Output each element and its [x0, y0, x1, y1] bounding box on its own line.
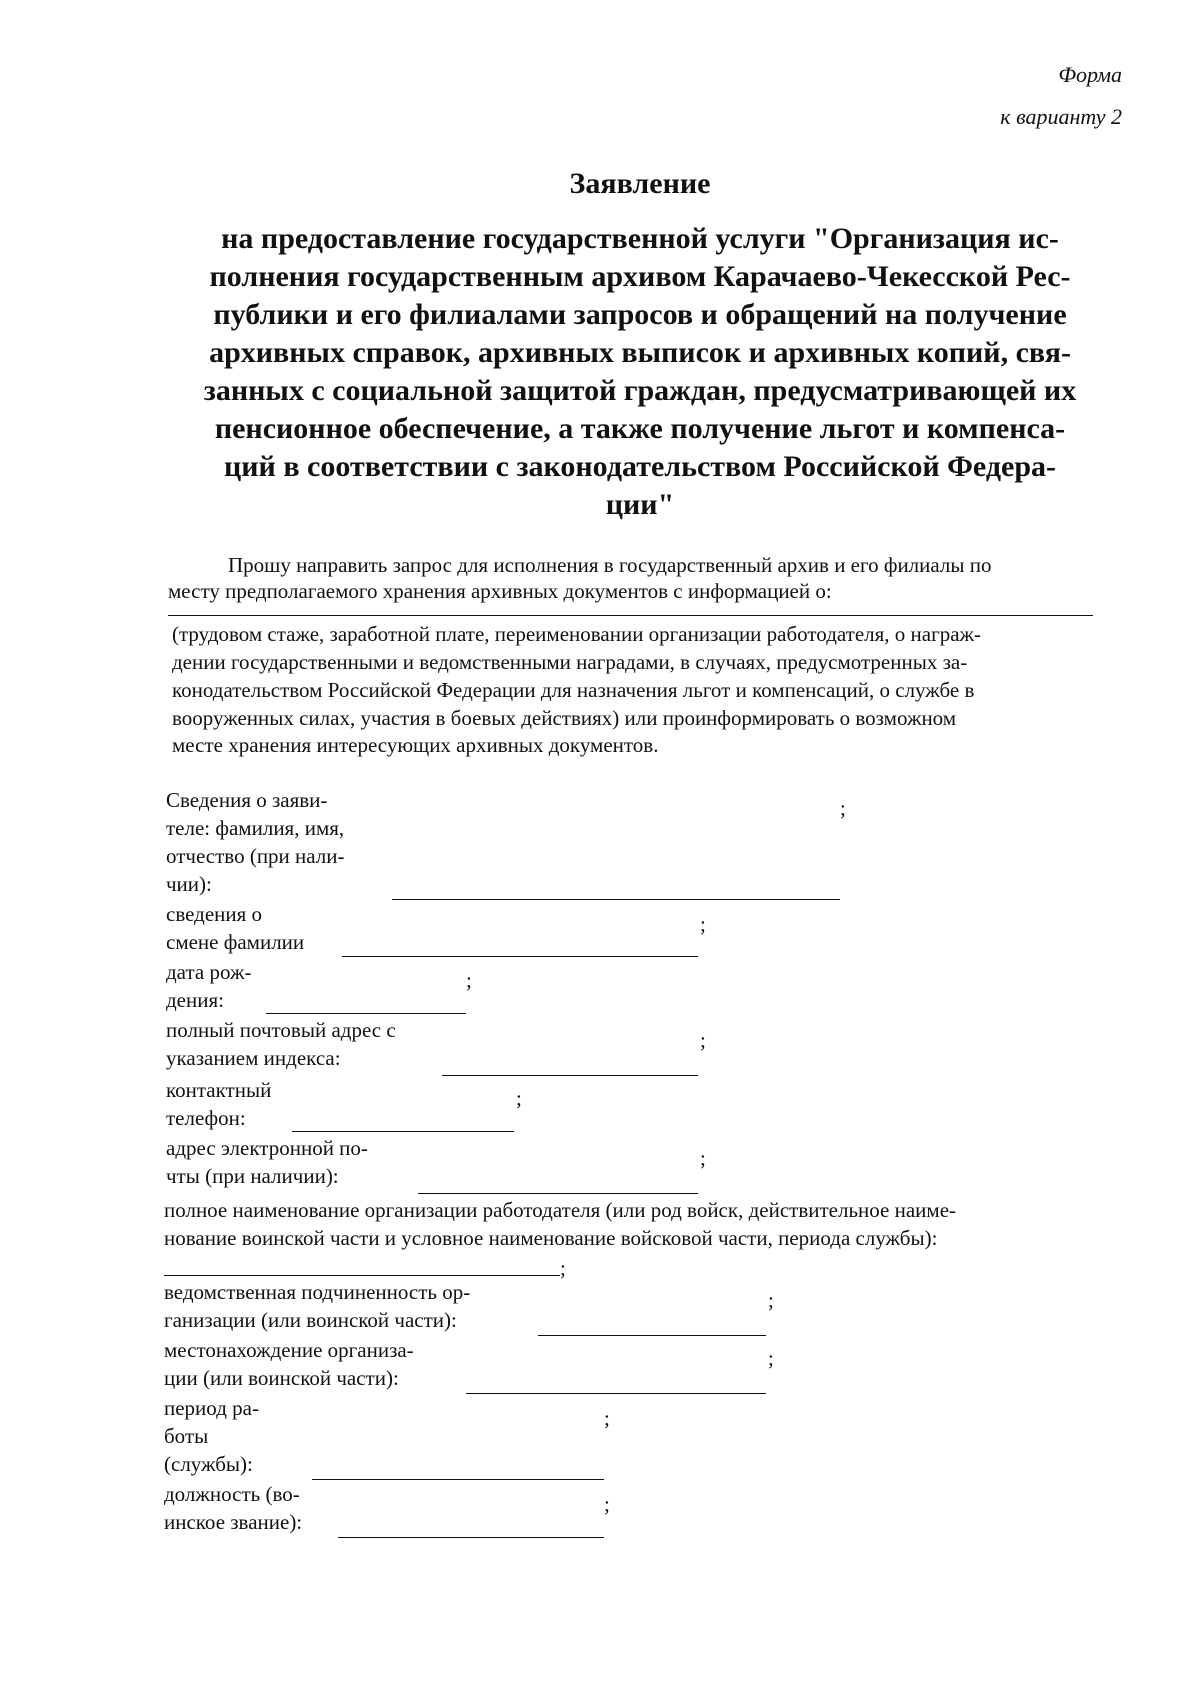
location-label: местонахождение организа- ции (или воинской части): [164, 1338, 414, 1390]
semicolon: ; [604, 1492, 610, 1516]
subordination-field[interactable] [538, 1335, 766, 1336]
email-field[interactable] [418, 1193, 698, 1194]
phone-label: контактный телефон: [166, 1078, 272, 1130]
heading-line: ции" [605, 488, 675, 521]
heading-line: ций в соответствии с законодательством Российской Федера- [223, 450, 1057, 483]
hint-line: конодательством Российской Федерации для назначения льгот и компенсаций, о службе в [172, 678, 975, 702]
info-field-line[interactable] [168, 615, 1093, 616]
heading-line: на предоставление государственной услуги "Организация ис- [221, 222, 1059, 255]
heading-line: публики и его филиалами запросов и обращений на получение [213, 298, 1067, 331]
semicolon: ; [604, 1406, 610, 1430]
semicolon: ; [700, 1028, 706, 1052]
heading-line: архивных справок, архивных выписок и архивных копий, свя- [209, 336, 1071, 369]
variant-label: к варианту 2 [1000, 104, 1122, 129]
birth-date-label: дата рож- дения: [166, 960, 252, 1012]
hint-line: дении государственными и ведомственными наградами, в случаях, предусмотренных за- [172, 650, 968, 674]
name-change-label: сведения о смене фамилии [166, 902, 305, 954]
employer-label: полное наименование организации работодателя (или род войск, действительное наиме- нование воинской части и условное наименование войсковой части, периода службы): [164, 1198, 957, 1250]
subordination-label: ведомственная подчиненность ор- ганизации (или воинской части): [164, 1280, 471, 1332]
document-title: Заявление [569, 167, 711, 200]
postal-address-field[interactable] [442, 1075, 698, 1076]
semicolon: ; [700, 1146, 706, 1170]
hint-line: месте хранения интересующих архивных документов. [172, 733, 659, 757]
form-label: Форма [1058, 62, 1122, 87]
position-label: должность (во- инское звание): [164, 1482, 303, 1534]
semicolon: ; [516, 1086, 522, 1110]
postal-address-label: полный почтовый адрес с указанием индекса: [166, 1018, 396, 1070]
position-field[interactable] [338, 1537, 604, 1538]
heading-line: занных с социальной защитой граждан, предусматривающей их [203, 374, 1077, 407]
semicolon: ; [840, 796, 846, 820]
employer-field[interactable] [164, 1275, 560, 1276]
request-line-1: Прошу направить запрос для исполнения в государственный архив и его филиалы по [228, 553, 992, 577]
applicant-label: Сведения о заяви- теле: фамилия, имя, отчество (при нали- чии): [166, 788, 345, 896]
phone-field[interactable] [292, 1131, 514, 1132]
birth-date-field[interactable] [266, 1013, 466, 1014]
period-label: период ра- боты (службы): [164, 1396, 259, 1476]
semicolon: ; [768, 1288, 774, 1312]
email-label: адрес электронной по- чты (при наличии): [166, 1136, 368, 1188]
name-change-field[interactable] [342, 956, 698, 957]
heading-line: полнения государственным архивом Карачаево-Чекесской Рес- [209, 260, 1071, 293]
hint-line: вооруженных силах, участия в боевых действиях) или проинформировать о возможном [172, 706, 957, 730]
semicolon: ; [466, 968, 472, 992]
location-field[interactable] [466, 1393, 766, 1394]
request-line-2: месту предполагаемого хранения архивных документов с информацией о: [168, 579, 832, 603]
hint-line: (трудовом стаже, заработной плате, переименовании организации работодателя, о награж- [172, 622, 982, 646]
applicant-name-field[interactable] [392, 899, 840, 900]
semicolon: ; [700, 912, 706, 936]
heading-line: пенсионное обеспечение, а также получение льгот и компенса- [214, 412, 1066, 445]
semicolon: ; [560, 1256, 566, 1280]
semicolon: ; [768, 1346, 774, 1370]
period-field[interactable] [312, 1479, 604, 1480]
